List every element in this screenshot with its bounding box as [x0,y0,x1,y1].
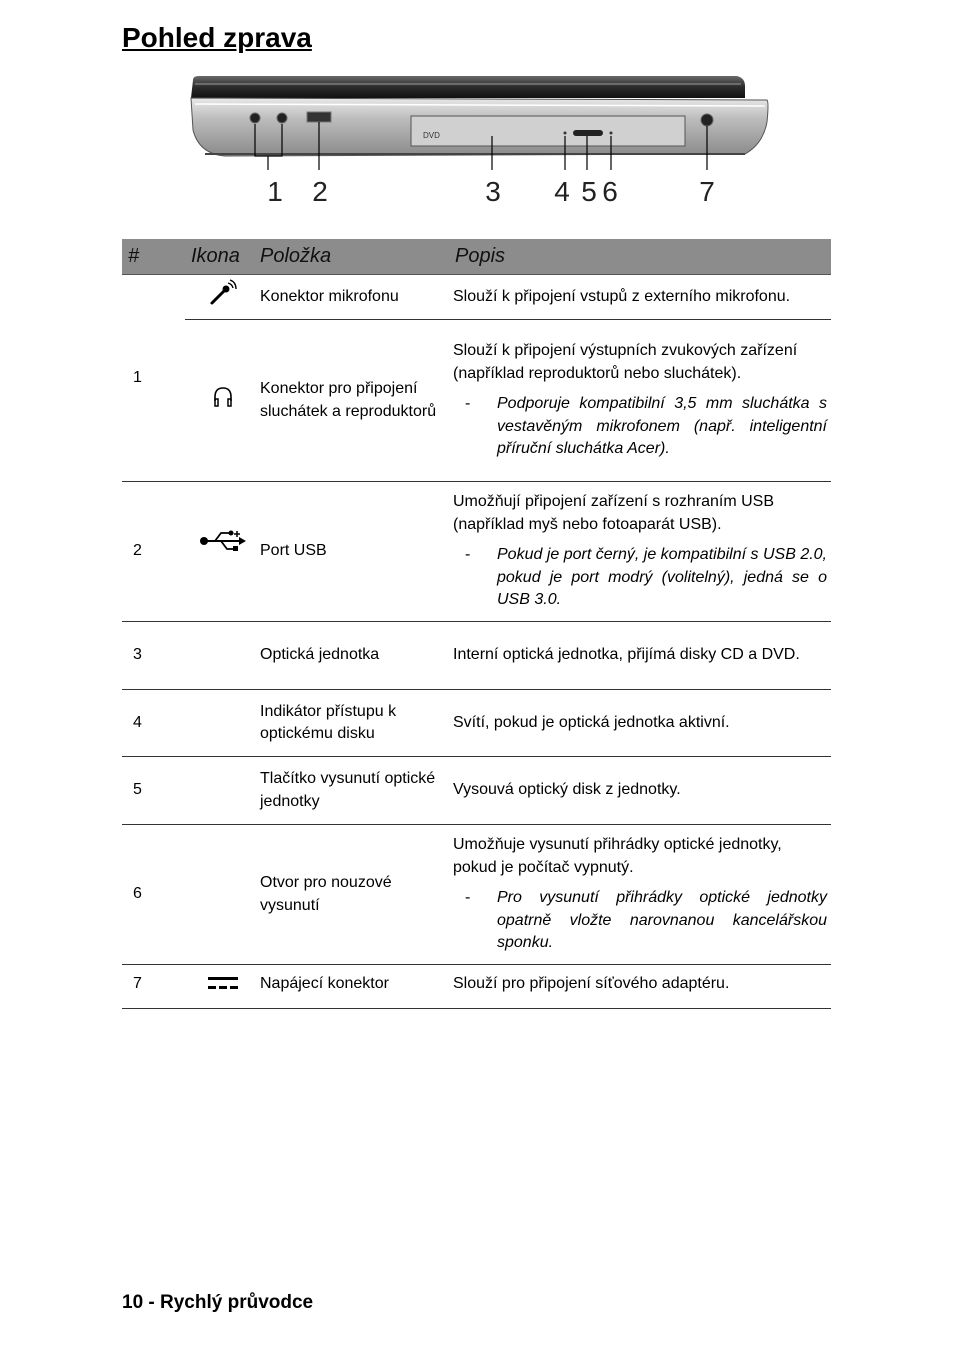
laptop-right-side-figure [185,70,775,212]
row-number: 7 [122,965,185,1009]
row-desc [453,275,831,320]
row-item: Konektor pro připojení sluchátek a reproduktorů [260,320,453,482]
row-desc [453,965,831,1009]
usb-icon [199,528,247,554]
row-desc-text: Slouží pro připojení síťového adaptéru. [453,975,730,992]
row-desc [453,825,831,965]
callout-1: 1 [267,176,283,207]
icon-cell [185,965,260,1009]
icon-cell [185,757,260,825]
row-number: 4 [122,690,185,757]
note-dash: - [465,546,471,564]
table-row [122,690,831,757]
row-note-text: Pro vysunutí přihrádky optické jednotky opatrně vložte narovnanou kancelářskou sponku. [497,889,827,952]
row-item: Otvor pro nouzové vysunutí [260,825,453,965]
microphone-icon [208,279,238,307]
row-desc-text: Interní optická jednotka, přijímá disky CD a DVD. [453,646,800,664]
callout-2: 2 [312,176,328,207]
row-number: 5 [122,757,185,825]
table-row [122,622,831,690]
page-footer: 10 - Rychlý průvodce [122,1292,314,1313]
callout-5: 5 [581,176,597,207]
row-desc-text: Umožňují připojení zařízení s rozhraním USB (například myš nebo fotoaparát USB). [453,493,775,533]
header-item: Položka [260,239,453,275]
table-row [122,825,831,965]
header-num: # [122,239,185,275]
row-desc-text: Umožňuje vysunutí přihrádky optické jednotky, pokud je počítač vypnutý. [453,836,782,876]
row-item: Napájecí konektor [260,965,453,1009]
row-desc-text: Vysouvá optický disk z jednotky. [453,781,681,799]
table-row [122,275,831,320]
table-row [122,965,831,1009]
row-item: Optická jednotka [260,622,453,690]
table-row [122,320,831,482]
table-row [122,482,831,622]
row-desc-text: Svítí, pokud je optická jednotka aktivní. [453,713,730,731]
icon-cell [185,320,260,482]
table-row [122,757,831,825]
icon-cell [185,482,260,622]
row-note-text: Pokud je port černý, je kompatibilní s USB 2.0, pokud je port modrý (volitelný), jedná se o USB 3.0. [497,546,827,609]
row-desc [453,320,831,482]
row-desc [453,757,831,825]
row-number: 1 [122,275,185,482]
svg-text:DVD: DVD [423,131,440,140]
row-desc [453,482,831,622]
icon-cell [185,622,260,690]
icon-cell [185,825,260,965]
row-desc-text: Slouží k připojení výstupních zvukových zařízení (například reproduktorů nebo sluchátek). [453,342,798,382]
row-note [453,544,827,612]
callout-3: 3 [485,176,501,207]
note-dash: - [465,889,471,907]
row-note [453,887,827,955]
callout-4: 4 [554,176,570,207]
row-number: 2 [122,482,185,622]
ports-table [122,239,831,1009]
row-item: Tlačítko vysunutí optické jednotky [260,757,453,825]
header-desc: Popis [453,239,831,275]
row-number: 6 [122,825,185,965]
headphones-icon [211,385,235,409]
table-header-row [122,239,831,275]
row-desc-text: Slouží k připojení vstupů z externího mikrofonu. [453,287,791,305]
icon-cell [185,690,260,757]
row-desc [453,622,831,690]
row-note-text: Podporuje kompatibilní 3,5 mm sluchátka s vestavěným mikrofonem (např. inteligentní příruční sluchátka Acer). [497,395,827,458]
note-dash: - [465,395,471,413]
icon-cell [185,275,260,320]
row-item: Konektor mikrofonu [260,275,453,320]
row-item: Indikátor přístupu k optickému disku [260,690,453,757]
dc-power-icon [207,973,239,993]
row-desc [453,690,831,757]
page-title: Pohled zprava [122,22,312,53]
row-item: Port USB [260,482,453,622]
row-note [453,393,827,461]
callout-7: 7 [699,176,715,207]
callout-6: 6 [602,176,618,207]
header-icon: Ikona [185,239,260,275]
row-number: 3 [122,622,185,690]
